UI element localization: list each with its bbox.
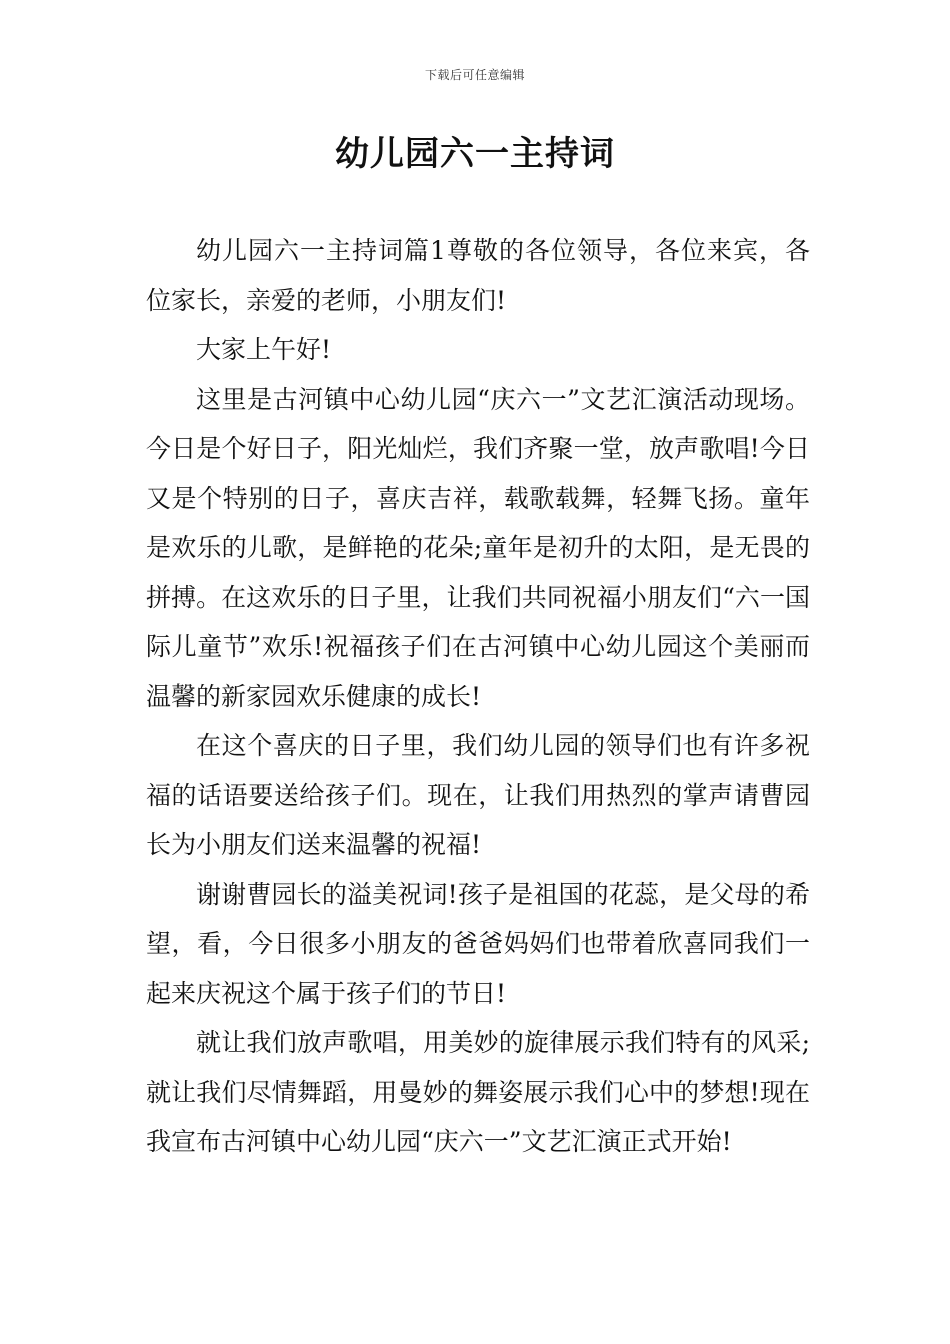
paragraph-thanks: 谢谢曹园长的溢美祝词!孩子是祖国的花蕊，是父母的希望，看，今日很多小朋友的爸爸妈妈们也带着欣喜同我们一起来庆祝这个属于孩子们的节日! <box>146 879 810 1008</box>
paragraph-good-morning: 大家上午好! <box>196 335 332 364</box>
header-note: 下载后可任意编辑 <box>424 68 525 82</box>
document-body <box>146 226 810 1167</box>
document-title: 幼儿园六一主持词 <box>335 134 615 174</box>
paragraph-greeting: 幼儿园六一主持词篇1尊敬的各位领导，各位来宾，各位家长，亲爱的老师，小朋友们! <box>146 236 810 315</box>
paragraph-opening: 这里是古河镇中心幼儿园“庆六一”文艺汇演活动现场。今日是个好日子，阳光灿烂，我们齐聚一堂，放声歌唱!今日又是个特别的日子，喜庆吉祥，载歌载舞，轻舞飞扬。童年是欢乐的儿歌，是鲜艳的花朵;童年是初升的太阳，是无畏的拼搏。在这欢乐的日子里，让我们共同祝福小朋友们“六一国际儿童节”欢乐!祝福孩子们在古河镇中心幼儿园这个美丽而温馨的新家园欢乐健康的成长! <box>146 384 810 711</box>
paragraph-announcement: 就让我们放声歌唱，用美妙的旋律展示我们特有的风采;就让我们尽情舞蹈，用曼妙的舞姿展示我们心中的梦想!现在我宣布古河镇中心幼儿园“庆六一”文艺汇演正式开始! <box>146 1028 810 1156</box>
paragraph-director-invite: 在这个喜庆的日子里，我们幼儿园的领导们也有许多祝福的话语要送给孩子们。现在，让我们用热烈的掌声请曹园长为小朋友们送来温馨的祝福! <box>146 731 810 859</box>
